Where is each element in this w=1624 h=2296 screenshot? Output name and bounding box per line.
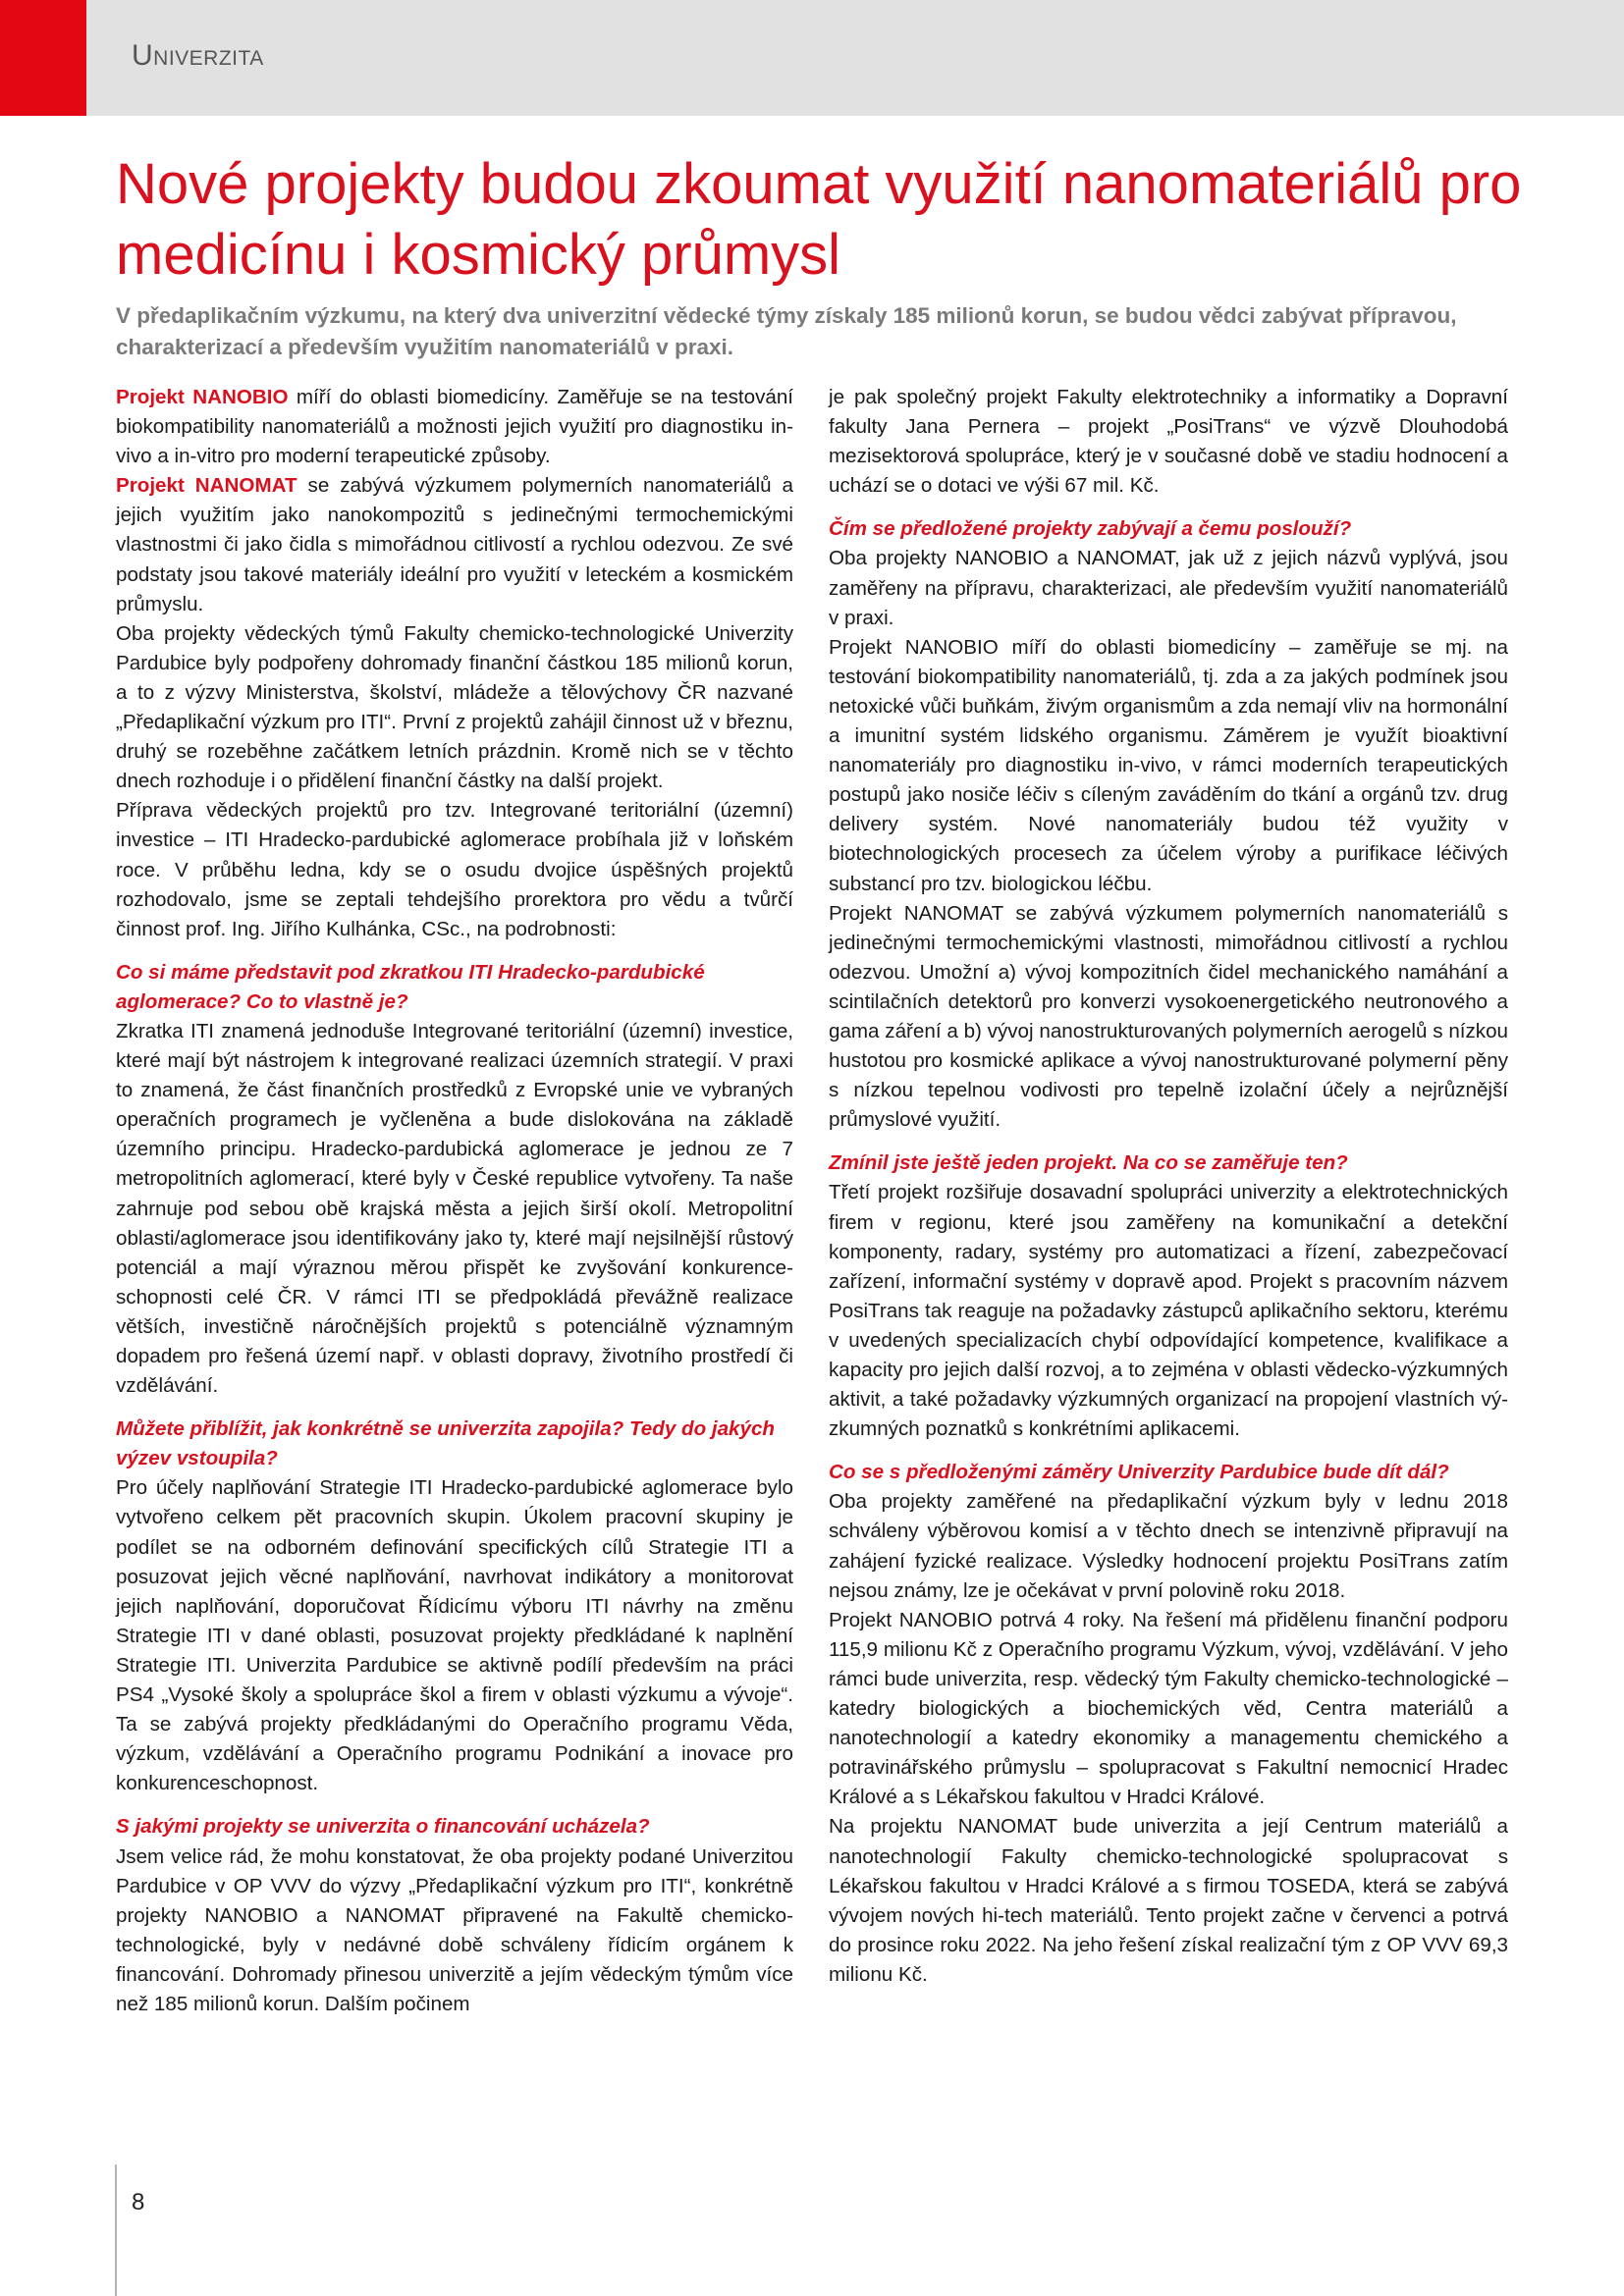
intro-paragraph-preparation: Příprava vědeckých projektů pro tzv. Integrované teritoriální (územní) investice – ITI Hradecko-pardubické aglomerace probíhala již v loňském roce. V průběhu ledna, kdy se o osudu dvojice úspěšných projektů rozhodovalo, jsme se zeptali tehdejšího prorektora pro vědu a tvůrčí činnost prof. Ing. Jiřího Kulhánka, CSc., na podrobnosti: — [116, 799, 793, 940]
answer-paragraph: Třetí projekt rozšiřuje dosavadní spolupráci univerzity a elektrotechnických firem v regionu, které jsou zaměřeny na komunikační a detekční komponenty, radary, systémy pro automatizaci a řízení, zabezpečovací zařízení, informační systémy v dopravě apod. Projekt s pracovním názvem PosiTrans tak reaguje na požadavky zástupců aplikačního sektoru, kterému v uvedených specializacích chybí odpovídající kompetence, kvalifikace a kapacity pro jejich další rozvoj, a to zejména v oblasti vědecko-výzkumných aktivit, a také požadavky výzkumných organizací na propojení vlastních výzkumných poznatků s konkrétními aplikacemi. — [829, 1181, 1508, 1441]
answer-paragraph: Projekt NANOMAT se zabývá výzkumem polymerních nanomateriálů s jedinečnými termochemickými vlastnosti, mimořádnou citlivostí a rychlou odezvou. Umožní a) vývoj kompozitních čidel mechanického namáhání a scintilačních detektorů pro konverzi vysokoenergetického neutronového a gama záření a b) vývoj nanostrukturovaných polymerních aerogelů s nízkou hustotou pro kosmické aplikace a vývoj nanostrukturované polymerní pěny s nízkou tepelnou vodivosti pro tepelně izolační účely a nejrůznější průmyslové využití. — [829, 901, 1508, 1132]
article-lead: V předaplikačním výzkumu, na který dva univerzitní vědecké týmy získaly 185 milionů korun, se budou vědci zabývat přípravou, charakterizací a především využitím nanomateriálů v praxi. — [116, 303, 1457, 359]
section-label: Univerzita — [132, 39, 264, 72]
answer-paragraph: Na projektu NANOMAT bude univerzita a její Centrum materiálů a nanotechnologií Fakulty chemicko-technologické spolupracovat s Lékařskou fakultou v Hradci Králové a s firmou TOSEDA, která se zabývá vývojem nových hi-tech materiálů. Tento projekt začne v červenci a potrvá do prosince roku 2022. Na jeho řešení získal realizační tým z OP VVV 69,3 milionu Kč. — [829, 1815, 1508, 1986]
question-heading: Můžete přiblížit, jak konkrétně se univerzita zapojila? Tedy do jakých výzev vstoupila? — [116, 1417, 775, 1470]
intro-paragraph-funding: Oba projekty vědeckých týmů Fakulty chemicko-technologické Univerzity Pardubice byly podpořeny dohromady finanční částkou 185 milionů korun, a to z výzvy Ministerstva, školství, mládeže a tělovýchovy ČR nazvané „Předaplikační výzkum pro ITI“. První z projektů zahájil činnost už v březnu, druhý se rozeběhne začátkem letních prázdnin. Kromě nich se v těchto dnech rozhoduje i o přidělení finanční částky na další projekt. — [116, 621, 793, 793]
answer-paragraph: Pro účely naplňování Strategie ITI Hradecko-pardubické aglomerace bylo vytvořeno celkem pět pracovních skupin. Úkolem pracovní skupiny je podílet se na odborném definování specifických cílů Strategie ITI a posuzovat jejich věcné naplňování, navrhovat indikátory a monitorovat jejich naplňování, doporučovat Řídicímu výboru ITI návrhy na změnu Strategie ITI v dané oblasti, posuzovat projekty předkládané k naplnění Strategie ITI. Univerzita Pardubice se aktivně podílí především na práci PS4 „Vysoké školy a spolupráce škol a firem v oblasti výzkumu a vývoje“. Ta se zabývá projekty předkládanými do Operačního programu Věda, výzkum, vzdělávání a Operačního programu Podnikání a inovace pro konkurenceschopnost. — [116, 1476, 793, 1795]
answer-paragraph: Projekt NANOBIO potrvá 4 roky. Na řešení má přidělenu finanční podporu 115,9 milionu Kč z Operačního programu Výzkum, vývoj, vzdělávání. V jeho rámci bude univerzita, resp. vědecký tým Fakulty chemicko-technologické – katedry biologických a biochemických věd, Centra materiálů a nanotechnologií a katedry ekonomiky a managementu chemického a potravinářského průmyslu – spolupracovat s Fakultní nemocnicí Hradec Králové a s Lékařskou fakultou v Hradci Králové. — [829, 1608, 1508, 1809]
intro-paragraph-nanomat: Projekt NANOMAT se zabývá výzkumem polymerních nanomateriálů a jejich využitím jako nanokompozitů s jedinečnými termochemickými vlastnostmi či jako čidla s mimořádnou citlivostí a rychlou odezvou. Ze své podstaty jsou takové materiály ideální pro využití v leteckém a kosmickém průmyslu. — [116, 474, 794, 615]
intro-paragraph-nanobio: Projekt NANOBIO míří do oblasti biomedicíny. Zaměřuje se na testování biokompatibility nanomateriálů a možnosti jejich využití pro diagnostiku in-vivo a in-vitro pro moderní terapeutické způsoby. — [116, 386, 793, 468]
answer-paragraph: Oba projekty zaměřené na předaplikační výzkum byly v lednu 2018 schváleny výběrovou komisí a v těchto dnech se intenzivně připravují na zahájení fyzické realizace. Výsledky hodnocení projektu PosiTrans zatím nejsou známy, lze je očekávat v první polovině roku 2018. — [829, 1490, 1508, 1602]
nanobio-label: Projekt NANOBIO — [116, 386, 289, 408]
answer-paragraph: Oba projekty NANOBIO a NANOMAT, jak už z jejich názvů vyplývá, jsou zaměřeny na přípravu, charakterizaci, ale především využití nanomateriálů v praxi. — [829, 547, 1508, 629]
footer-divider — [115, 2164, 117, 2296]
page-number: 8 — [132, 2189, 145, 2216]
header-accent-block — [0, 0, 86, 116]
answer-paragraph: Zkratka ITI znamená jednoduše Integrované teritoriální (územní) investice, které mají být nástrojem k integrované realizaci územních strategií. V praxi to znamená, že část finančních prostředků z Evropské unie ve vybraných operačních programech je vyčleněna a bude dislokována na základě územního principu. Hradecko-pardubická aglomerace je jednou ze 7 metropolitních aglomerací, které byly v České republice vytvořeny. Ta naše zahrnuje pod sebou obě krajská města a jejich širší okolí. Metropolitní oblasti/aglomerace jsou identifikovány jako ty, které mají nejsilnější růstový potenciál a mají výraznou měrou přispět ke zvyšování konkurenceschopnosti celé ČR. V rámci ITI se předpokládá převážně realizace větších, investičně náročnějších projektů s potenciálně významným dopadem pro řešená území např. v oblasti dopravy, životního prostředí či vzdělávání. — [116, 1019, 793, 1398]
answer-paragraph: Projekt NANOBIO míří do oblasti biomedicíny – zaměřuje se mj. na testování biokompatibility nanomateriálů, tj. zda a za jakých podmínek jsou netoxické vůči buňkám, živým organismům a zda nemají vliv na hormonální a imunitní systém lidského organismu. Záměrem je využít bioaktivní nanomateriály pro diagnostiku in-vivo, v rámci moderních terapeutických postupů jako nosiče léčiv s cíleným zaváděním do tkání a orgánů tzv. drug delivery systém. Nové nanomateriály budou též využity v biotechnologických procesech za účelem výroby a purifikace léčivých substancí pro tzv. biologickou léčbu. — [829, 635, 1508, 895]
answer-paragraph-continued: je pak společný projekt Fakulty elektrotechniky a informatiky a Dopravní fakulty Jana Pernera – projekt „PosiTrans“ ve výzvě Dlouhodobá mezisektorová spolupráce, který je v současné době ve stadiu hodnocení a uchází se o dotaci ve výši 67 mil. Kč. — [829, 386, 1508, 498]
article-title: Nové projekty budou zkoumat využití nanomateriálů pro medicínu i kosmický průmysl — [116, 152, 1522, 287]
question-heading: Co se s předloženými záměry Univerzity Pardubice bude dít dál? — [829, 1461, 1449, 1484]
left-column — [116, 383, 793, 2019]
question-heading: S jakými projekty se univerzita o financování ucházela? — [116, 1815, 650, 1839]
answer-paragraph: Jsem velice rád, že mohu konstatovat, že oba projekty podané Univerzitou Pardubice v OP VVV do výzvy „Předaplikační výzkum pro ITI“, konkrétně projekty NANOBIO a NANOMAT připravené na Fakultě chemicko-technologické, byly v nedávné době schváleny řídicím orgánem k financování. Dohromady přinesou univerzitě a jejím vědeckým týmům více než 185 milionů korun. Dalším počinem — [116, 1844, 793, 2015]
question-heading: Čím se předložené projekty zabývají a čemu poslouží? — [829, 517, 1352, 541]
right-column — [829, 383, 1508, 1990]
question-heading: Co si máme představit pod zkratkou ITI Hradecko-pardubické aglomerace? Co to vlastně je? — [116, 960, 705, 1013]
nanomat-label: Projekt NANOMAT — [116, 474, 298, 498]
question-heading: Zmínil jste ještě jeden projekt. Na co se zaměřuje ten? — [829, 1151, 1348, 1175]
